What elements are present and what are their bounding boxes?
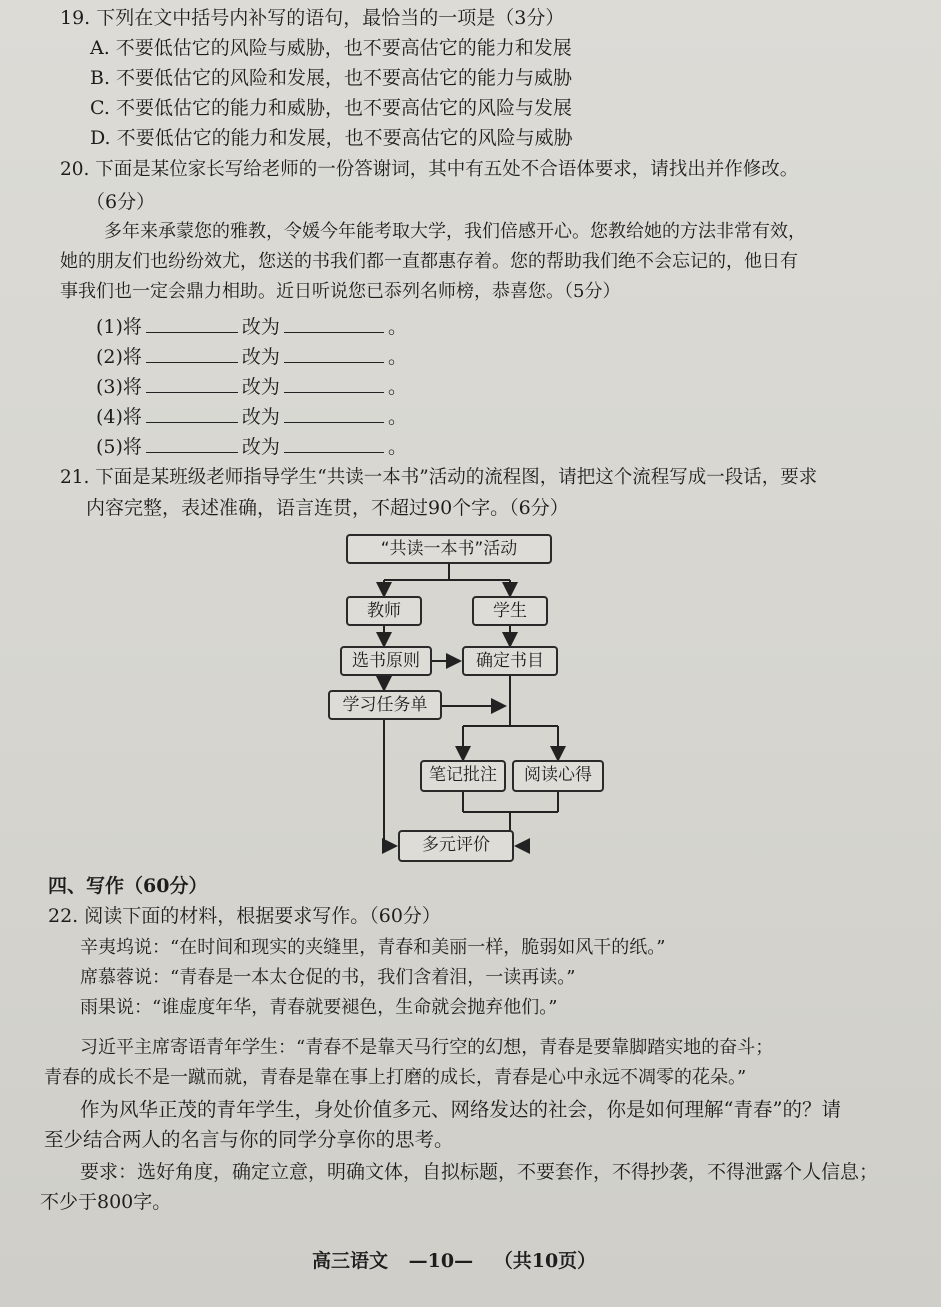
answer-end: 。	[387, 346, 407, 368]
q22-quote-4: 习近平主席寄语青年学生：“青春不是靠天马行空的幻想，青春是要靠脚踏实地的奋斗；	[80, 1037, 774, 1058]
flow-box-tasks: 学习任务单	[328, 690, 442, 720]
q19-option-a: A. 不要低估它的风险与威胁，也不要高估它的能力和发展	[90, 37, 572, 59]
answer-mid: 改为	[241, 376, 280, 398]
answer-blank[interactable]	[146, 344, 238, 363]
answer-label: (2)将	[96, 346, 142, 368]
q20-score: （6分）	[86, 191, 156, 213]
answer-blank[interactable]	[146, 434, 238, 453]
footer	[312, 1246, 596, 1273]
q22-quote-4-cont: 青春的成长不是一蹴而就，青春是靠在事上打磨的成长，青春是心中永远不凋零的花朵。”	[44, 1067, 747, 1088]
q19-option-c: C. 不要低估它的能力和威胁，也不要高估它的风险与发展	[90, 97, 572, 119]
q20-answer-3	[96, 374, 407, 399]
flow-box-reflection: 阅读心得	[512, 760, 604, 792]
q22-requirement-line1: 要求：选好角度，确定立意，明确文体，自拟标题，不要套作，不得抄袭，不得泄露个人信息；	[80, 1161, 879, 1183]
q20-answer-4	[96, 404, 407, 429]
flow-box-principle: 选书原则	[340, 646, 432, 676]
footer-total-pages: （共10页）	[493, 1250, 597, 1272]
answer-mid: 改为	[241, 346, 280, 368]
q20-answer-2	[96, 344, 407, 369]
answer-end: 。	[387, 316, 407, 338]
answer-blank[interactable]	[284, 434, 384, 453]
q19-option-d: D. 不要低估它的能力和发展，也不要高估它的风险与威胁	[90, 127, 573, 149]
answer-label: (4)将	[96, 406, 142, 428]
answer-blank[interactable]	[284, 344, 384, 363]
answer-label: (1)将	[96, 316, 142, 338]
q20-passage-line1: 多年来承蒙您的雅教，令媛今年能考取大学，我们倍感开心。您教给她的方法非常有效，	[104, 221, 806, 242]
q19-stem: 19. 下列在文中括号内补写的语句，最恰当的一项是（3分）	[60, 7, 565, 29]
answer-mid: 改为	[241, 316, 280, 338]
q22-quote-3: 雨果说：“谁虚度年华，青春就要褪色，生命就会抛弃他们。”	[80, 997, 558, 1018]
section-title-writing: 四、写作（60分）	[48, 875, 208, 897]
q20-passage-line3: 事我们也一定会鼎力相助。近日听说您已忝列名师榜，恭喜您。（5分）	[60, 281, 621, 302]
q22-prompt-line2: 至少结合两人的名言与你的同学分享你的思考。	[44, 1128, 454, 1151]
flow-box-booklist: 确定书目	[462, 646, 558, 676]
answer-blank[interactable]	[284, 374, 384, 393]
flow-box-notes: 笔记批注	[420, 760, 506, 792]
flow-box-teacher: 教师	[346, 596, 422, 626]
q19-option-b: B. 不要低估它的风险和发展，也不要高估它的能力与威胁	[90, 67, 573, 89]
q20-passage-line2: 她的朋友们也纷纷效尤，您送的书我们都一直都惠存着。您的帮助我们绝不会忘记的，他日有	[60, 251, 798, 272]
footer-page-number: —10—	[408, 1250, 474, 1272]
q22-quote-1: 辛夷坞说：“在时间和现实的夹缝里，青春和美丽一样，脆弱如风干的纸。”	[80, 937, 666, 958]
q22-requirement-line2: 不少于800字。	[40, 1191, 172, 1213]
footer-subject: 高三语文	[312, 1250, 389, 1272]
q22-quote-2: 席慕蓉说：“青春是一本太仓促的书，我们含着泪，一读再读。”	[80, 967, 576, 988]
q22-stem: 22. 阅读下面的材料，根据要求写作。（60分）	[48, 905, 441, 927]
q21-stem: 21. 下面是某班级老师指导学生“共读一本书”活动的流程图，请把这个流程写成一段话，要求	[60, 467, 818, 488]
answer-end: 。	[387, 406, 407, 428]
answer-blank[interactable]	[284, 314, 384, 333]
answer-blank[interactable]	[284, 404, 384, 423]
answer-blank[interactable]	[146, 314, 238, 333]
answer-label: (3)将	[96, 376, 142, 398]
answer-blank[interactable]	[146, 374, 238, 393]
q20-stem: 20. 下面是某位家长写给老师的一份答谢词，其中有五处不合语体要求，请找出并作修改。	[60, 159, 799, 180]
flow-box-activity: “共读一本书”活动	[346, 534, 552, 564]
flow-box-student: 学生	[472, 596, 548, 626]
q22-prompt-line1: 作为风华正茂的青年学生，身处价值多元、网络发达的社会，你是如何理解“青春”的？请	[80, 1098, 841, 1121]
answer-end: 。	[387, 376, 407, 398]
q21-stem-cont: 内容完整，表述准确，语言连贯，不超过90个字。（6分）	[86, 497, 569, 519]
flow-box-evaluation: 多元评价	[398, 830, 514, 862]
q20-answer-1	[96, 314, 407, 339]
answer-label: (5)将	[96, 436, 142, 458]
q20-answer-5	[96, 434, 407, 459]
answer-blank[interactable]	[146, 404, 238, 423]
answer-mid: 改为	[241, 406, 280, 428]
answer-mid: 改为	[241, 436, 280, 458]
answer-end: 。	[387, 436, 407, 458]
